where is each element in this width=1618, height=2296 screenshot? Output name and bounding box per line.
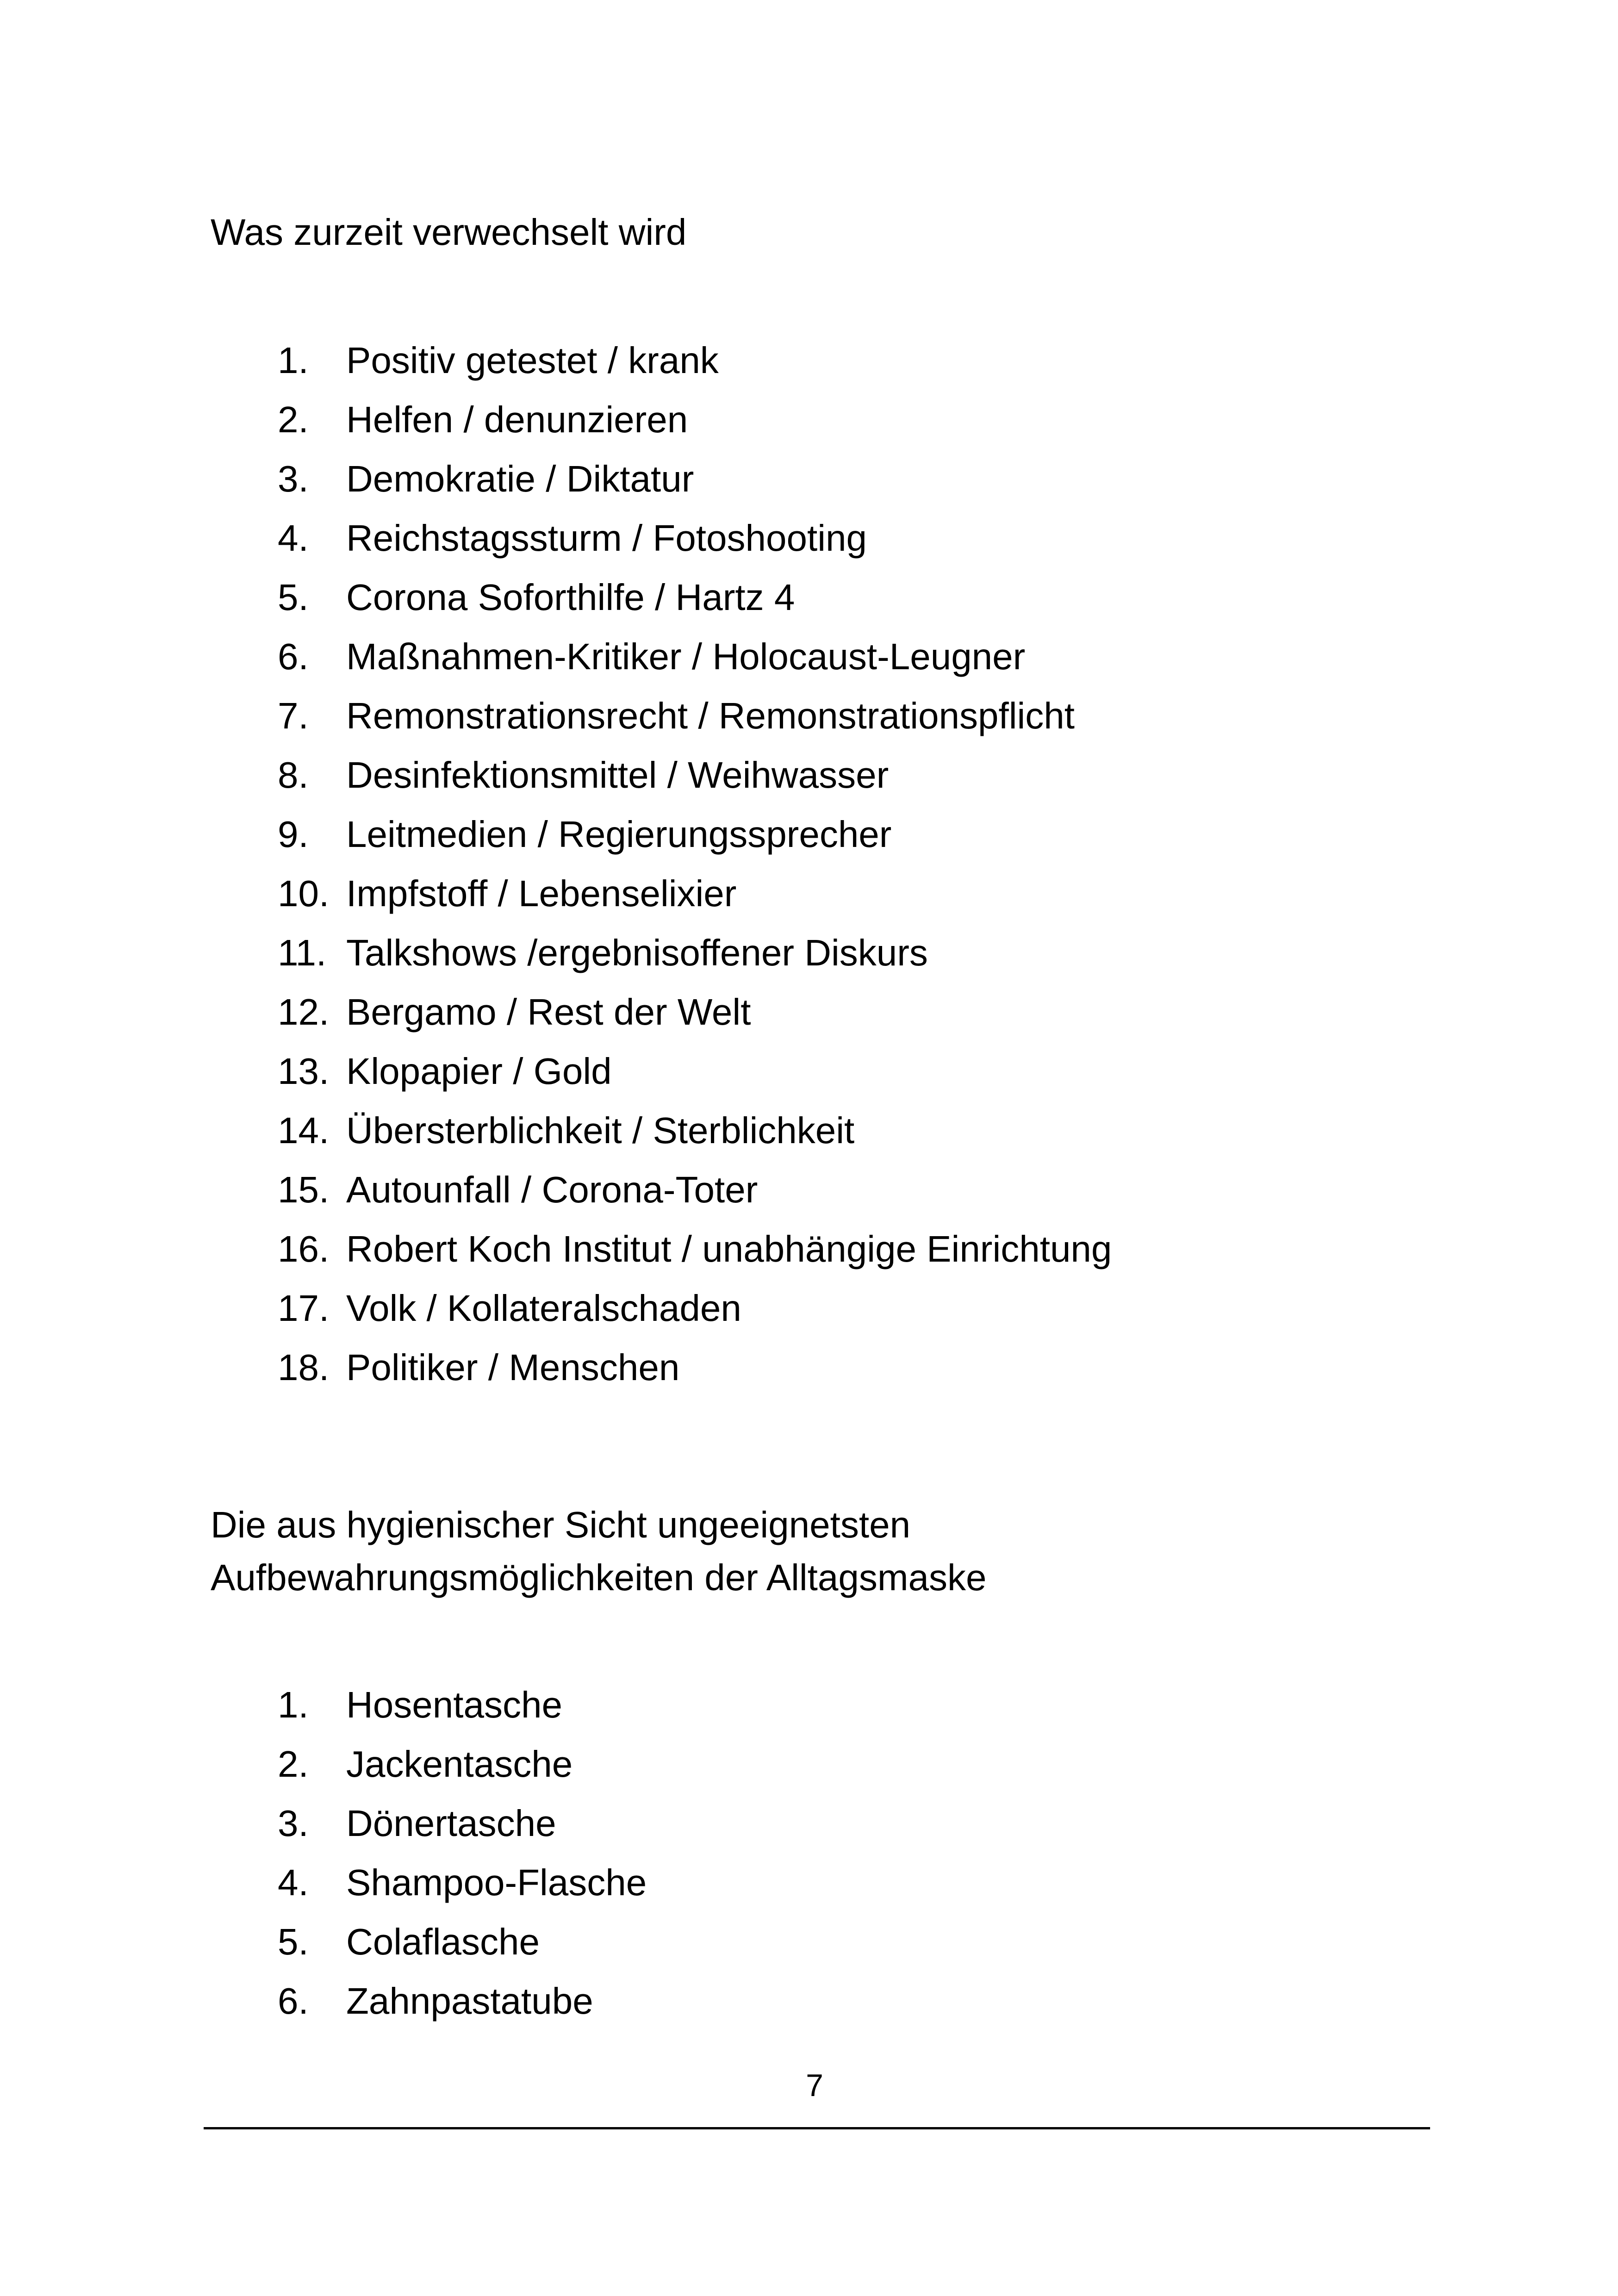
list-item (278, 509, 1112, 568)
list-item-text: Leitmedien / Regierungssprecher (346, 814, 892, 855)
footer-divider (204, 2127, 1430, 2129)
list-item-number: 14. (278, 1110, 330, 1151)
list-item-number: 17. (278, 1288, 330, 1329)
list-item (278, 864, 1112, 923)
list-item-text: Talkshows /ergebnisoffener Diskurs (346, 932, 928, 973)
list-item-text: Robert Koch Institut / unabhängige Einrichtung (346, 1228, 1112, 1269)
list-item-number: 6. (278, 1980, 309, 2022)
list-item (278, 1160, 1112, 1220)
list-item (278, 805, 1112, 864)
list-item-number: 15. (278, 1169, 330, 1210)
list-item-text: Corona Soforthilfe / Hartz 4 (346, 577, 795, 618)
list-item (278, 686, 1112, 746)
list-item-number: 1. (278, 340, 309, 381)
list-item-text: Hosentasche (346, 1684, 562, 1725)
list-item-number: 10. (278, 873, 330, 914)
list-item (278, 1912, 647, 1972)
list-item (278, 331, 1112, 390)
list-item (278, 390, 1112, 449)
list-item-number: 4. (278, 517, 309, 559)
mask-storage-list (278, 1675, 647, 2031)
list-item (278, 1675, 647, 1735)
list-item-number: 7. (278, 695, 309, 736)
list-item-text: Impfstoff / Lebenselixier (346, 873, 737, 914)
list-item-text: Autounfall / Corona-Toter (346, 1169, 758, 1210)
list-item-text: Bergamo / Rest der Welt (346, 991, 751, 1033)
list-item-text: Shampoo-Flasche (346, 1862, 647, 1903)
list-item-text: Remonstrationsrecht / Remonstrationspflicht (346, 695, 1075, 736)
section-2-heading-line-2: Aufbewahrungsmöglichkeiten der Alltagsmaske (211, 1557, 987, 1598)
list-item-number: 2. (278, 399, 309, 440)
list-item (278, 627, 1112, 686)
list-item-number: 5. (278, 577, 309, 618)
list-item (278, 923, 1112, 983)
list-item (278, 568, 1112, 627)
list-item (278, 449, 1112, 509)
list-item-number: 3. (278, 1803, 309, 1844)
list-item-number: 18. (278, 1347, 330, 1388)
list-item (278, 983, 1112, 1042)
list-item-number: 4. (278, 1862, 309, 1903)
list-item-text: Politiker / Menschen (346, 1347, 680, 1388)
list-item (278, 1042, 1112, 1101)
list-item (278, 1794, 647, 1853)
list-item-number: 11. (278, 932, 327, 973)
list-item-number: 12. (278, 991, 330, 1033)
list-item (278, 1972, 647, 2031)
list-item (278, 1853, 647, 1912)
page-number: 7 (806, 2068, 823, 2103)
list-item-text: Helfen / denunzieren (346, 399, 688, 440)
confusion-list (278, 331, 1112, 1397)
list-item-number: 13. (278, 1051, 330, 1092)
list-item-text: Reichstagssturm / Fotoshooting (346, 517, 867, 559)
list-item-text: Jackentasche (346, 1743, 573, 1785)
section-2-heading-line-1: Die aus hygienischer Sicht ungeeignetsten (211, 1504, 911, 1545)
list-item-text: Übersterblichkeit / Sterblichkeit (346, 1110, 855, 1151)
list-item (278, 1279, 1112, 1338)
list-item-number: 3. (278, 458, 309, 499)
list-item-text: Demokratie / Diktatur (346, 458, 694, 499)
section-1-heading: Was zurzeit verwechselt wird (211, 212, 687, 253)
list-item-number: 6. (278, 636, 309, 677)
list-item (278, 1101, 1112, 1160)
list-item-number: 16. (278, 1228, 330, 1269)
list-item (278, 1338, 1112, 1397)
list-item (278, 1735, 647, 1794)
list-item (278, 746, 1112, 805)
list-item (278, 1220, 1112, 1279)
list-item-number: 1. (278, 1684, 309, 1725)
list-item-number: 9. (278, 814, 309, 855)
list-item-text: Desinfektionsmittel / Weihwasser (346, 754, 889, 796)
list-item-number: 5. (278, 1921, 309, 1962)
list-item-text: Maßnahmen-Kritiker / Holocaust-Leugner (346, 636, 1026, 677)
list-item-text: Zahnpastatube (346, 1980, 593, 2022)
list-item-text: Colaflasche (346, 1921, 540, 1962)
list-item-number: 2. (278, 1743, 309, 1785)
list-item-text: Dönertasche (346, 1803, 556, 1844)
list-item-number: 8. (278, 754, 309, 796)
list-item-text: Positiv getestet / krank (346, 340, 719, 381)
list-item-text: Klopapier / Gold (346, 1051, 612, 1092)
list-item-text: Volk / Kollateralschaden (346, 1288, 741, 1329)
